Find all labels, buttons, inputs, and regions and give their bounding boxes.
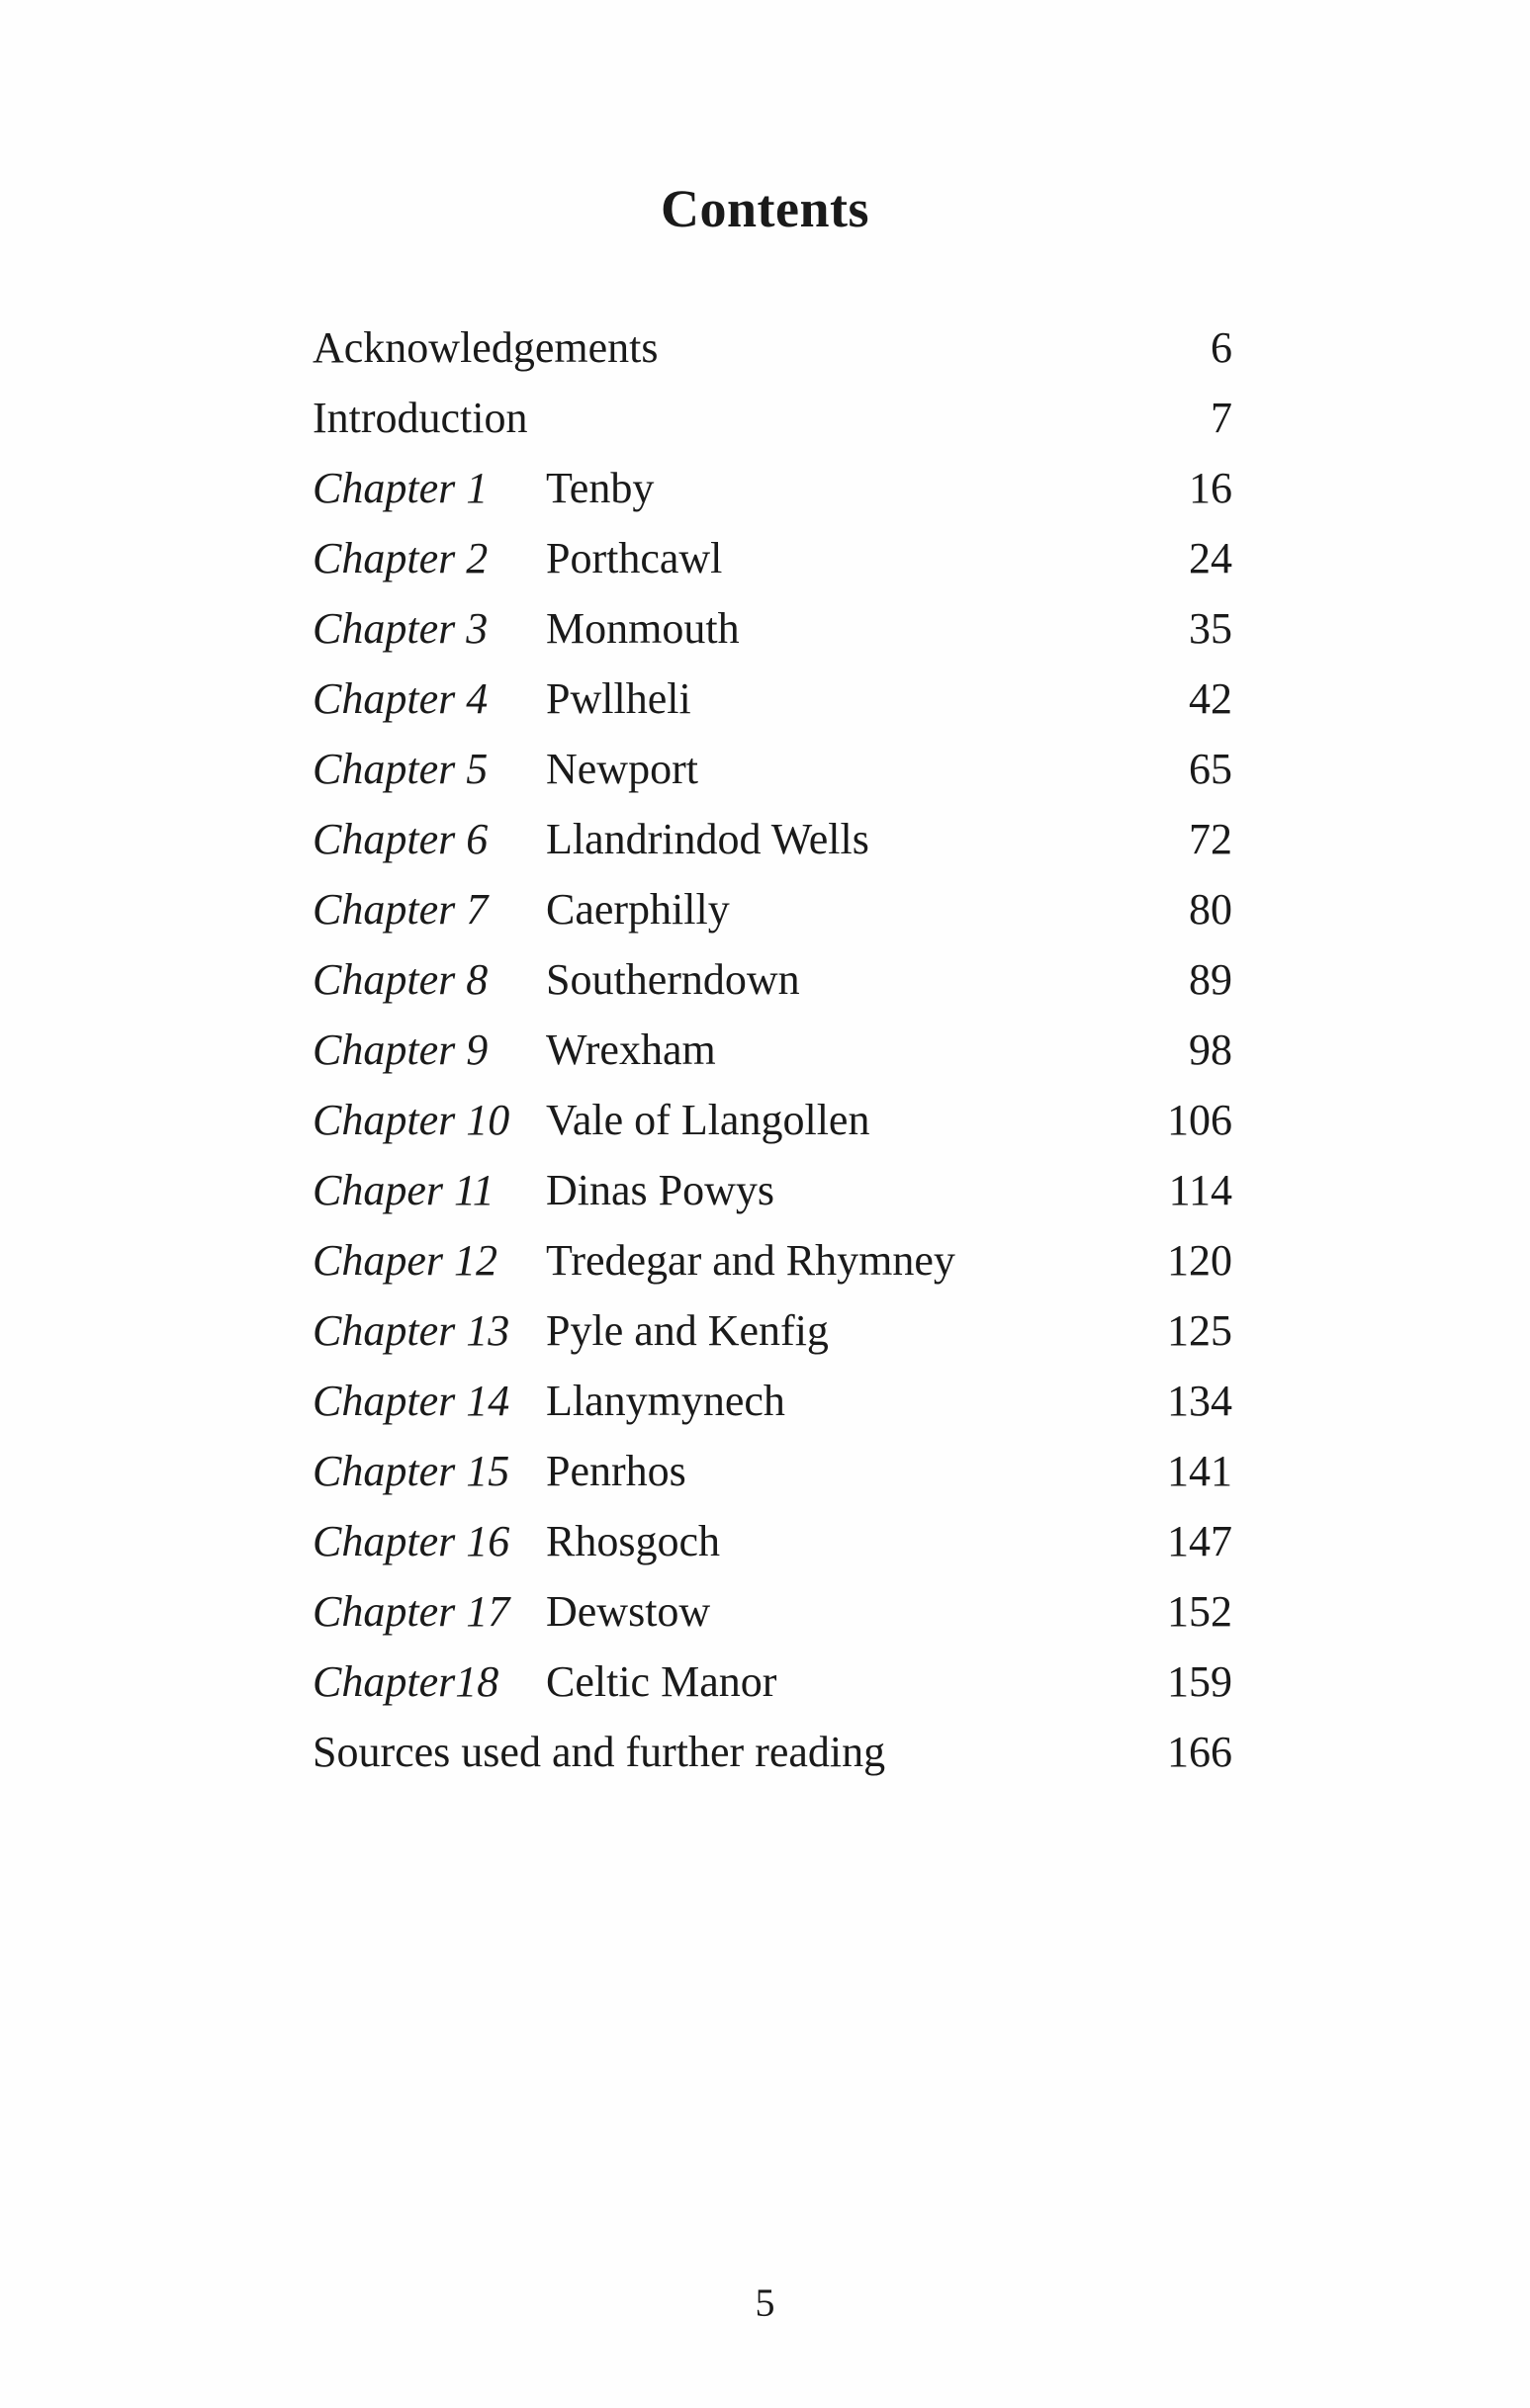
toc-entry-label: Introduction <box>313 394 528 442</box>
chapter-number: Chapter 3 <box>313 604 489 653</box>
toc-page-number: 125 <box>1167 1306 1232 1355</box>
toc-page-number: 114 <box>1168 1166 1232 1214</box>
chapter-number: Chapter 8 <box>313 955 489 1004</box>
chapter-title: Dewstow <box>546 1587 711 1636</box>
chapter-number: Chapter 17 <box>313 1587 510 1636</box>
toc-row-chapter <box>313 523 1232 593</box>
toc-page-number: 120 <box>1167 1236 1232 1285</box>
chapter-title: Tenby <box>546 464 655 512</box>
chapter-number: Chapter18 <box>313 1657 499 1706</box>
chapter-number: Chapter 10 <box>313 1096 510 1144</box>
page-number-footer: 5 <box>755 2280 775 2325</box>
toc-row-chapter <box>313 1295 1232 1366</box>
toc-row-chapter <box>313 944 1232 1015</box>
chapter-title: Celtic Manor <box>546 1657 777 1706</box>
chapter-number: Chapter 7 <box>313 885 489 934</box>
toc-page-number: 16 <box>1189 464 1232 512</box>
chapter-title: Rhosgoch <box>546 1517 720 1565</box>
chapter-title: Llanymynech <box>546 1377 785 1425</box>
chapter-title: Caerphilly <box>546 885 730 934</box>
toc-row-chapter <box>313 1085 1232 1155</box>
page-title: Contents <box>660 179 869 238</box>
chapter-number: Chapter 5 <box>313 745 489 793</box>
toc-page-number: 152 <box>1167 1587 1232 1636</box>
chapter-number: Chapter 2 <box>313 534 489 582</box>
toc-row-sources <box>313 1717 1232 1787</box>
chapter-number: Chapter 6 <box>313 815 489 863</box>
chapter-number: Chaper 12 <box>313 1236 497 1285</box>
chapter-title: Pwllheli <box>546 674 691 723</box>
chapter-title: Penrhos <box>546 1447 686 1495</box>
toc-page-number: 147 <box>1167 1517 1232 1565</box>
toc-row-chapter <box>313 1015 1232 1085</box>
toc-row-chapter <box>313 734 1232 804</box>
chapter-number: Chapter 1 <box>313 464 489 512</box>
chapter-title: Newport <box>546 745 698 793</box>
toc-page-number: 7 <box>1211 394 1232 442</box>
toc-row-chapter <box>313 874 1232 944</box>
toc-page-number: 35 <box>1189 604 1232 653</box>
toc-row-introduction <box>313 383 1232 453</box>
toc-page-number: 89 <box>1189 955 1232 1004</box>
chapter-number: Chaper 11 <box>313 1166 495 1214</box>
chapter-title: Dinas Powys <box>546 1166 775 1214</box>
toc-page-number: 98 <box>1189 1026 1232 1074</box>
chapter-number: Chapter 13 <box>313 1306 510 1355</box>
toc-page-number: 166 <box>1167 1728 1232 1776</box>
table-of-contents <box>313 312 1232 1787</box>
toc-page-number: 72 <box>1189 815 1232 863</box>
chapter-number: Chapter 16 <box>313 1517 510 1565</box>
toc-row-chapter <box>313 593 1232 664</box>
toc-row-acknowledgements <box>313 312 1232 383</box>
chapter-title: Pyle and Kenfig <box>546 1306 829 1355</box>
toc-row-chapter <box>313 1647 1232 1717</box>
toc-page-number: 134 <box>1167 1377 1232 1425</box>
chapter-title: Tredegar and Rhymney <box>546 1236 955 1285</box>
chapter-number: Chapter 9 <box>313 1026 489 1074</box>
chapter-title: Wrexham <box>546 1026 716 1074</box>
toc-row-chapter <box>313 453 1232 523</box>
toc-row-chapter <box>313 1576 1232 1647</box>
chapter-number: Chapter 14 <box>313 1377 510 1425</box>
chapter-number: Chapter 4 <box>313 674 489 723</box>
toc-entry-label: Acknowledgements <box>313 323 659 372</box>
toc-page-number: 141 <box>1167 1447 1232 1495</box>
chapter-number: Chapter 15 <box>313 1447 510 1495</box>
chapter-title: Southerndown <box>546 955 800 1004</box>
toc-page-number: 80 <box>1189 885 1232 934</box>
toc-row-chapter <box>313 664 1232 734</box>
toc-row-chapter <box>313 1366 1232 1436</box>
toc-row-chapter <box>313 804 1232 874</box>
toc-page-number: 6 <box>1211 323 1232 372</box>
toc-row-chapter <box>313 1225 1232 1295</box>
toc-page-number: 42 <box>1189 674 1232 723</box>
toc-row-chapter <box>313 1436 1232 1506</box>
toc-entry-label: Sources used and further reading <box>313 1728 886 1776</box>
toc-row-chapter <box>313 1506 1232 1576</box>
toc-page-number: 159 <box>1167 1657 1232 1706</box>
chapter-title: Porthcawl <box>546 534 723 582</box>
toc-page-number: 65 <box>1189 745 1232 793</box>
toc-page-number: 24 <box>1189 534 1232 582</box>
chapter-title: Monmouth <box>546 604 740 653</box>
toc-row-chapter <box>313 1155 1232 1225</box>
chapter-title: Vale of Llangollen <box>546 1096 870 1144</box>
chapter-title: Llandrindod Wells <box>546 815 869 863</box>
toc-page-number: 106 <box>1167 1096 1232 1144</box>
